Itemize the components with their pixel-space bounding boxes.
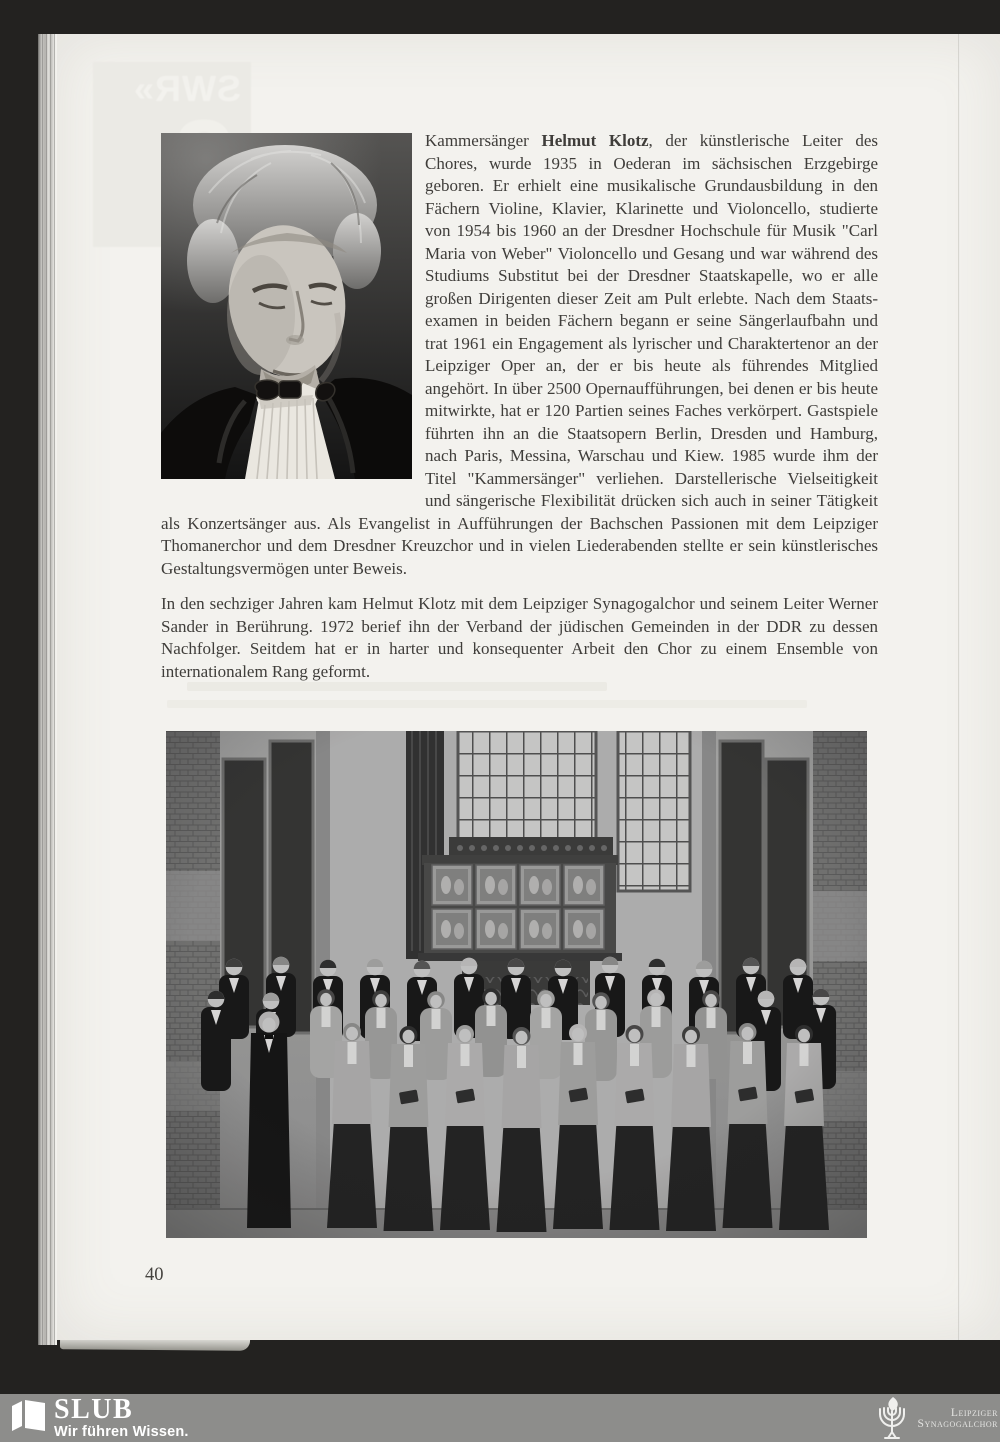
paragraph-body: , der künstlerische Leiter des Chores, wurde 1935 in Oederan im sächsischen Erzgebirge geboren. Er erhielt eine musikalische Grundausbildung in den Fächern Violine, Klavier, Klarinette und Violoncello, studierte von 1954 bis 1960 an der Dresdner Hochschule für Musik "Carl Maria von Weber" Violoncello und Gesang und war während des Studiums Substitut bei der Dresdner Staatskapelle, wo er alle großen Dirigenten dieser Zeit am Pult erlebte. Nach dem Staatsexamen in beiden Fächern begann er seine Sängerlaufbahn und trat 1961 ein Engagement als lyrischer und Charaktertenor an der Leipziger Oper an, der er bis heute als führendes Mitglied angehört. In über 2500 Opernaufführungen, bei denen er bis heute mitwirkte, hat er 120 Partien seines Faches verkörpert. Gastspiele führten ihn an die Staatsopern Berlin, Dresden und Hamburg, nach Paris, Messina, Warschau und Kiew. 1985 wurde ihm der Titel "Kammersänger" verliehen. Darstellerische Vielseitigkeit und sängerische Flexibilität drücken sich auch in seiner Tätigkeit als Konzertsänger aus. Als Evangelist in Aufführungen der Bachschen Passionen mit dem Leipziger Thomanerchor und dem Dresdner Kreuzchor und in vielen Liederabenden stellte er sein künstlerisches Gestaltungsvermögen unter Beweis. <box>161 131 878 578</box>
scanned-page <box>57 34 1000 1340</box>
slub-tagline: Wir führen Wissen. <box>54 1424 189 1440</box>
page-crease <box>958 34 960 1340</box>
paragraph-synagogalchor: In den sechziger Jahren kam Helmut Klotz mit dem Leipziger Synagogalchor und seinem Leiter Werner Sander in Berührung. 1972 berief ihn der Verband der jüdischen Gemeinden in der DDR zu dessen Nachfolger. Seitdem hat er in harter und konsequenter Arbeit den Chor zu einem Ensemble von internationalem Rang geformt. <box>161 594 878 681</box>
org-name-line1: Leipziger <box>950 1407 998 1419</box>
person-name-bold: Helmut Klotz <box>541 131 649 150</box>
choir-group-photo <box>166 731 867 1238</box>
slub-wordmark: SLUB <box>54 1394 134 1425</box>
swr-bleed-text: SWR» <box>132 68 241 109</box>
article-text <box>161 130 878 730</box>
slub-logo[interactable] <box>12 1394 189 1440</box>
helmut-klotz-portrait-photo <box>161 133 412 479</box>
book-page-edges <box>38 34 57 1345</box>
choir-photo-illustration <box>166 731 867 1238</box>
page-number: 40 <box>145 1265 164 1285</box>
org-name <box>916 1408 998 1430</box>
org-name-line2: Synagogalchor <box>917 1418 998 1430</box>
slub-logo-text <box>54 1394 189 1440</box>
paragraph-lead: Kammersänger <box>425 131 542 150</box>
slub-book-icon <box>12 1400 46 1432</box>
book-page-edge-bottom <box>60 1338 250 1351</box>
menorah-icon <box>872 1396 912 1442</box>
bleed-through-ghost <box>187 682 607 691</box>
viewer-footer-bar <box>0 1394 1000 1442</box>
synagogalchor-logo[interactable] <box>872 1396 998 1442</box>
portrait-illustration <box>161 133 412 479</box>
bleed-through-ghost <box>167 700 807 708</box>
